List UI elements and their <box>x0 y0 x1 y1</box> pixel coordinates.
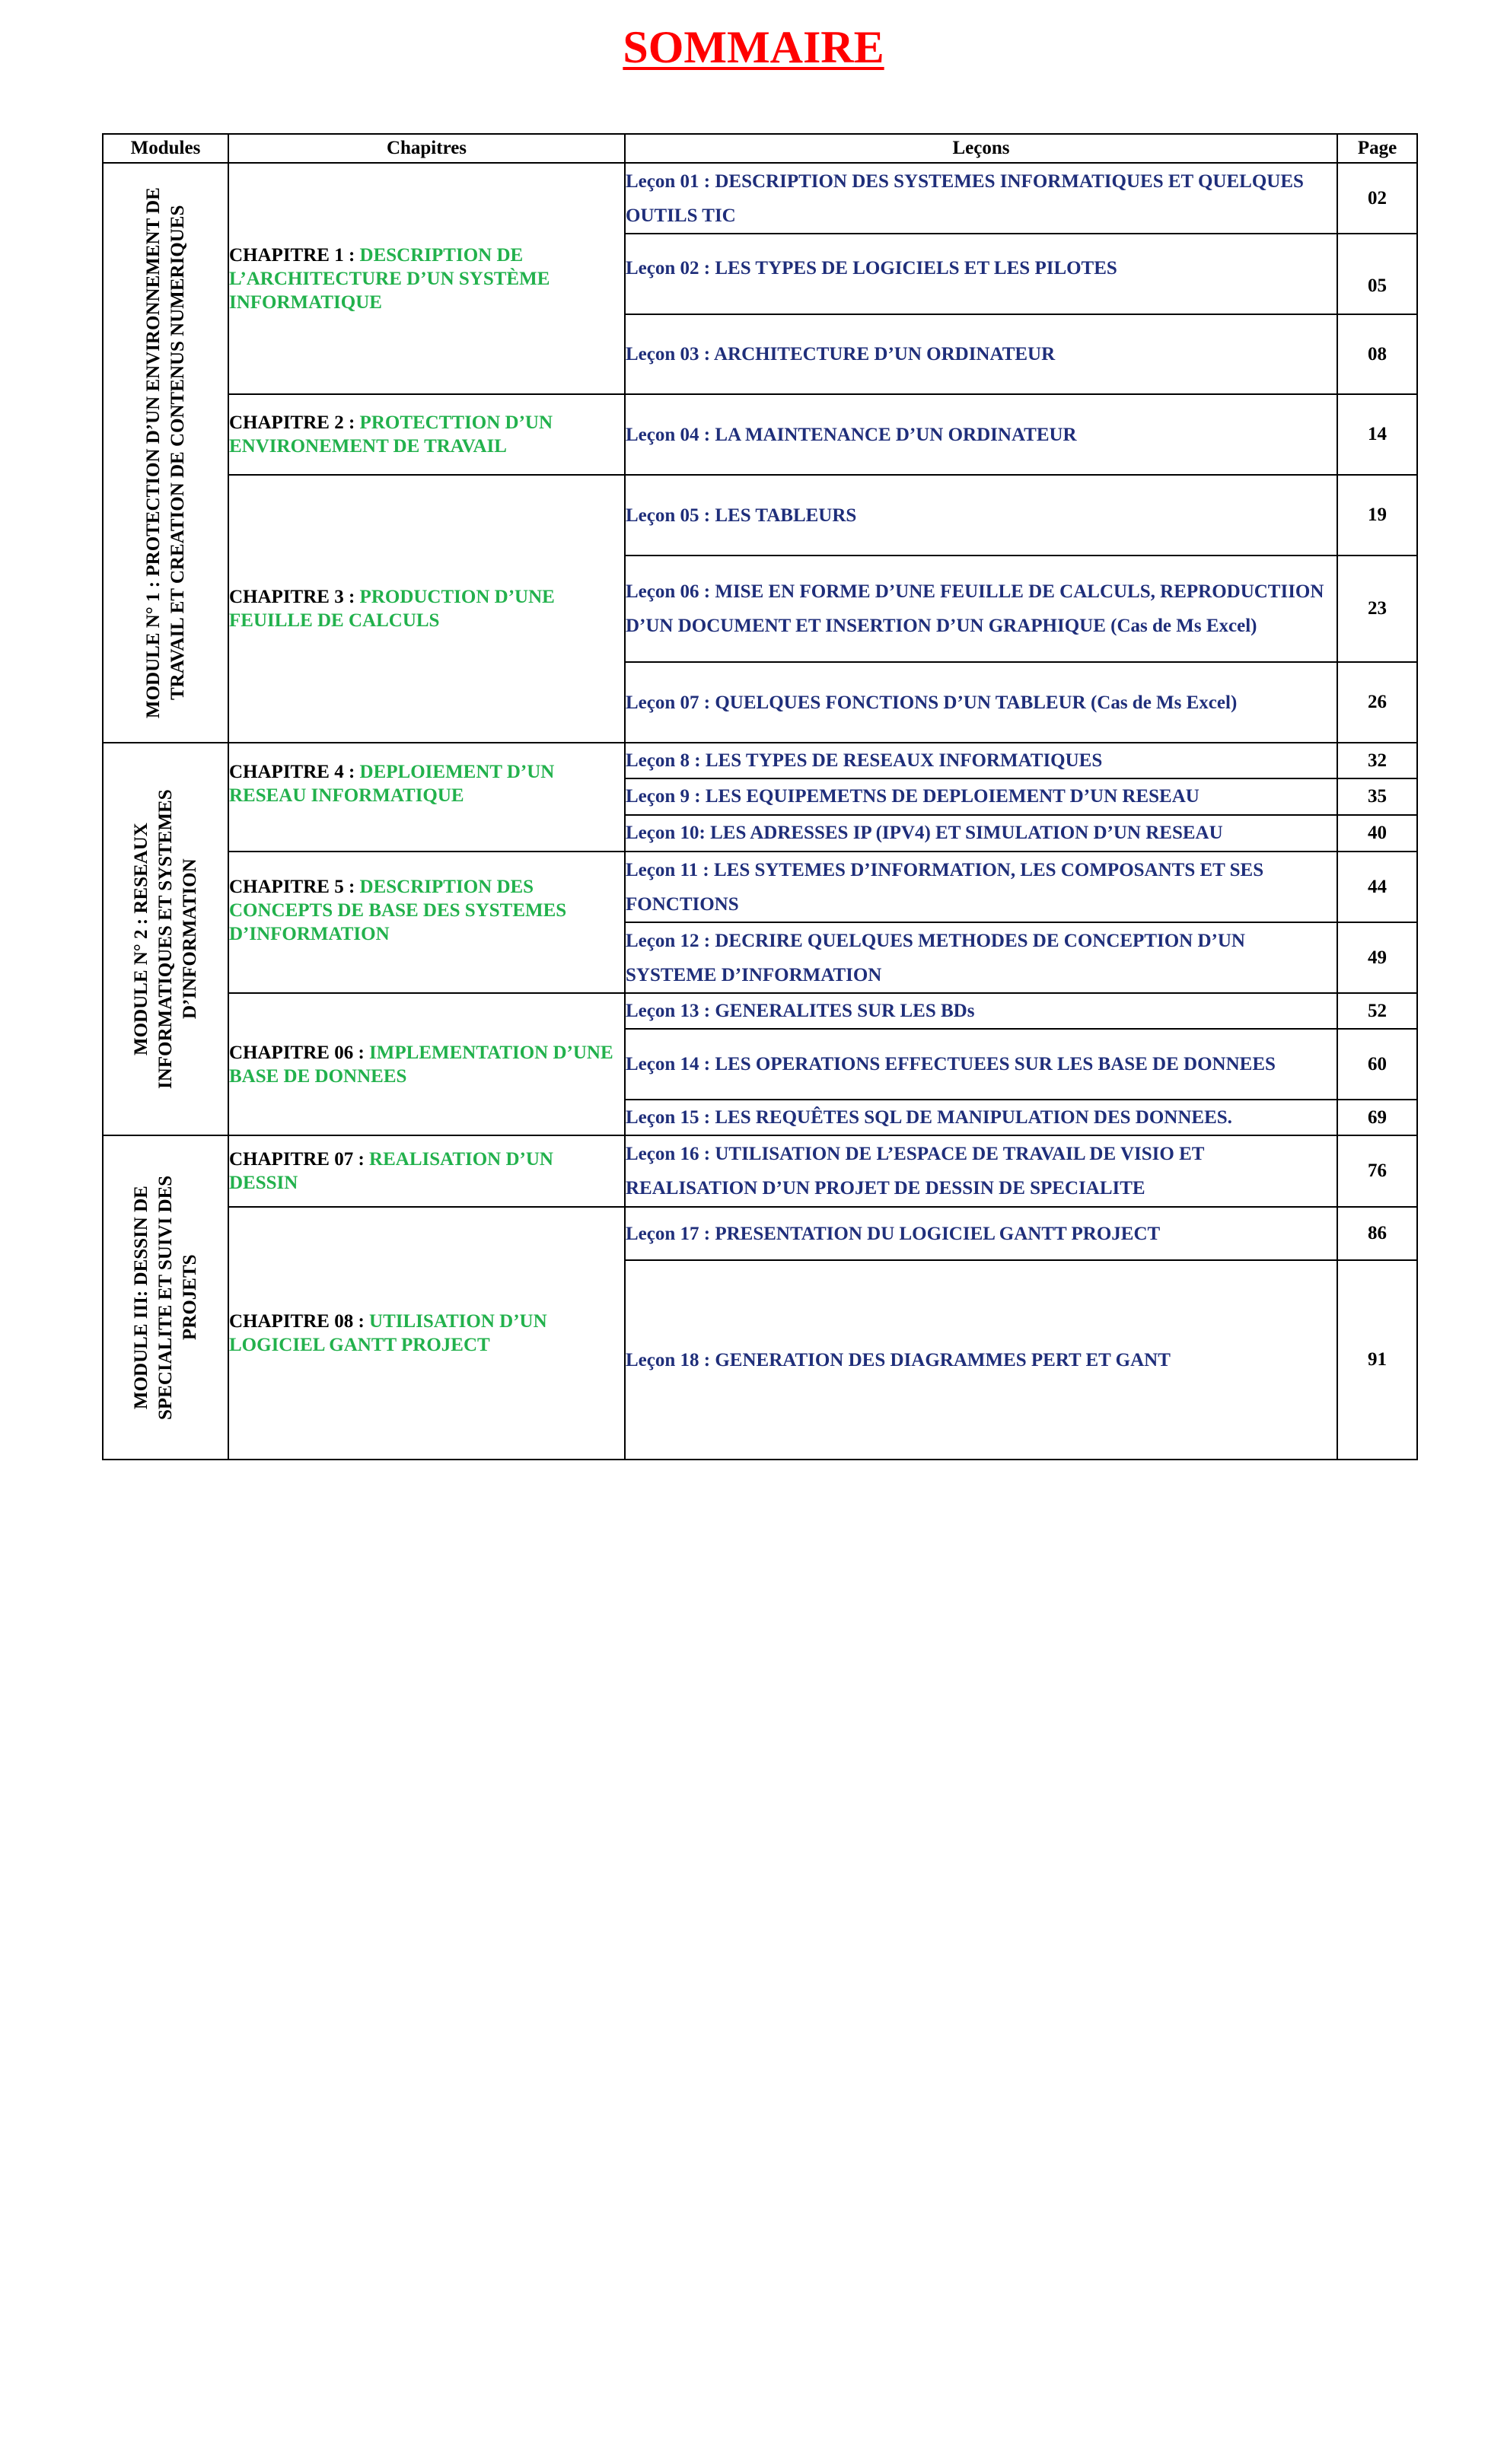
table-row <box>103 1135 1417 1207</box>
lesson-04: Leçon 04 : LA MAINTENANCE D’UN ORDINATEUR <box>625 394 1337 475</box>
lesson-07: Leçon 07 : QUELQUES FONCTIONS D’UN TABLEUR (Cas de Ms Excel) <box>625 662 1337 743</box>
chapter-6-cell <box>228 993 625 1135</box>
chapter-label: CHAPITRE 08 : <box>229 1311 370 1332</box>
page-number: 76 <box>1337 1135 1417 1207</box>
page-number: 19 <box>1337 475 1417 556</box>
lesson-15: Leçon 15 : LES REQUÊTES SQL DE MANIPULATION DES DONNEES. <box>625 1100 1337 1135</box>
lesson-03: Leçon 03 : ARCHITECTURE D’UN ORDINATEUR <box>625 314 1337 394</box>
module-2-label: MODULE N° 2 : RESEAUX INFORMATIQUES ET SYSTEMES D’INFORMATION <box>130 789 200 1089</box>
chapter-2-cell <box>228 394 625 475</box>
chapter-1-cell <box>228 163 625 394</box>
lesson-14: Leçon 14 : LES OPERATIONS EFFECTUEES SUR LES BASE DE DONNEES <box>625 1029 1337 1100</box>
header-row <box>103 134 1417 163</box>
page-number: 14 <box>1337 394 1417 475</box>
header-lecons: Leçons <box>625 134 1337 163</box>
chapter-title: PROTECTTION D’UN ENVIRONEMENT DE TRAVAIL <box>229 412 553 457</box>
lesson-10: Leçon 10: LES ADRESSES IP (IPV4) ET SIMULATION D’UN RESEAU <box>625 815 1337 852</box>
page-number: 49 <box>1337 922 1417 993</box>
page-title: SOMMAIRE <box>623 22 884 72</box>
module-1-cell <box>103 163 228 743</box>
chapter-label: CHAPITRE 07 : <box>229 1149 370 1170</box>
lesson-11: Leçon 11 : LES SYTEMES D’INFORMATION, LES COMPOSANTS ET SES FONCTIONS <box>625 852 1337 922</box>
table-row <box>103 1207 1417 1260</box>
chapter-title: PRODUCTION D’UNE FEUILLE DE CALCULS <box>229 587 555 631</box>
page-number: 86 <box>1337 1207 1417 1260</box>
header-chapitres: Chapitres <box>228 134 625 163</box>
page-number: 40 <box>1337 815 1417 852</box>
chapter-title: DEPLOIEMENT D’UN RESEAU INFORMATIQUE <box>229 762 555 806</box>
chapter-label: CHAPITRE 1 : <box>229 244 360 266</box>
page-number: 69 <box>1337 1100 1417 1135</box>
module-2-cell <box>103 743 228 1135</box>
chapter-title: REALISATION D’UN DESSIN <box>229 1149 553 1193</box>
module-3-label: MODULE III: DESSIN DE SPECIALITE ET SUIVI DES PROJETS <box>130 1175 200 1420</box>
page-number: 02 <box>1337 163 1417 234</box>
lesson-08: Leçon 8 : LES TYPES DE RESEAUX INFORMATIQUES <box>625 743 1337 778</box>
lesson-18: Leçon 18 : GENERATION DES DIAGRAMMES PERT ET GANT <box>625 1260 1337 1460</box>
module-1-label: MODULE N° 1 : PROTECTION D’UN ENVIRONNEMENT DE TRAVAIL ET CREATION DE CONTENUS NUMERIQUES <box>142 187 188 718</box>
page-number: 08 <box>1337 314 1417 394</box>
chapter-title: DESCRIPTION DES CONCEPTS DE BASE DES SYSTEMES D’INFORMATION <box>229 877 567 944</box>
chapter-label: CHAPITRE 4 : <box>229 762 360 782</box>
chapter-4-cell <box>228 743 625 852</box>
chapter-title: IMPLEMENTATION D’UNE BASE DE DONNEES <box>229 1042 613 1087</box>
chapter-title: DESCRIPTION DE L’ARCHITECTURE D’UN SYSTÈME INFORMATIQUE <box>229 244 550 313</box>
page-number: 52 <box>1337 993 1417 1029</box>
lesson-01: Leçon 01 : DESCRIPTION DES SYSTEMES INFORMATIQUES ET QUELQUES OUTILS TIC <box>625 163 1337 234</box>
page-number: 44 <box>1337 852 1417 922</box>
header-modules: Modules <box>103 134 228 163</box>
table-row <box>103 993 1417 1029</box>
page-number: 60 <box>1337 1029 1417 1100</box>
chapter-label: CHAPITRE 3 : <box>229 587 360 607</box>
lesson-12: Leçon 12 : DECRIRE QUELQUES METHODES DE CONCEPTION D’UN SYSTEME D’INFORMATION <box>625 922 1337 993</box>
table-row <box>103 475 1417 556</box>
lesson-17: Leçon 17 : PRESENTATION DU LOGICIEL GANTT PROJECT <box>625 1207 1337 1260</box>
chapter-5-cell <box>228 852 625 993</box>
header-page: Page <box>1337 134 1417 163</box>
page-number: 91 <box>1337 1260 1417 1460</box>
table-row <box>103 852 1417 922</box>
page-number: 23 <box>1337 556 1417 662</box>
lesson-09: Leçon 9 : LES EQUIPEMETNS DE DEPLOIEMENT D’UN RESEAU <box>625 778 1337 815</box>
lesson-16: Leçon 16 : UTILISATION DE L’ESPACE DE TRAVAIL DE VISIO ET REALISATION D’UN PROJET DE DESSIN DE SPECIALITE <box>625 1135 1337 1207</box>
page-number: 26 <box>1337 662 1417 743</box>
chapter-3-cell <box>228 475 625 743</box>
table-row <box>103 163 1417 234</box>
lesson-13: Leçon 13 : GENERALITES SUR LES BDs <box>625 993 1337 1029</box>
lesson-02: Leçon 02 : LES TYPES DE LOGICIELS ET LES PILOTES <box>625 234 1337 314</box>
table-row <box>103 743 1417 778</box>
chapter-7-cell <box>228 1135 625 1207</box>
summary-table <box>102 133 1418 1460</box>
lesson-05: Leçon 05 : LES TABLEURS <box>625 475 1337 556</box>
chapter-label: CHAPITRE 2 : <box>229 412 360 433</box>
lesson-06: Leçon 06 : MISE EN FORME D’UNE FEUILLE DE CALCULS, REPRODUCTIION D’UN DOCUMENT ET INSERTION D’UN GRAPHIQUE (Cas de Ms Excel) <box>625 556 1337 662</box>
page-number: 32 <box>1337 743 1417 778</box>
table-row <box>103 394 1417 475</box>
chapter-title: UTILISATION D’UN LOGICIEL GANTT PROJECT <box>229 1311 547 1355</box>
page-number: 35 <box>1337 778 1417 815</box>
page-number: 05 <box>1337 234 1417 314</box>
chapter-8-cell <box>228 1207 625 1460</box>
chapter-label: CHAPITRE 5 : <box>229 877 360 897</box>
module-3-cell <box>103 1135 228 1460</box>
chapter-label: CHAPITRE 06 : <box>229 1042 370 1063</box>
